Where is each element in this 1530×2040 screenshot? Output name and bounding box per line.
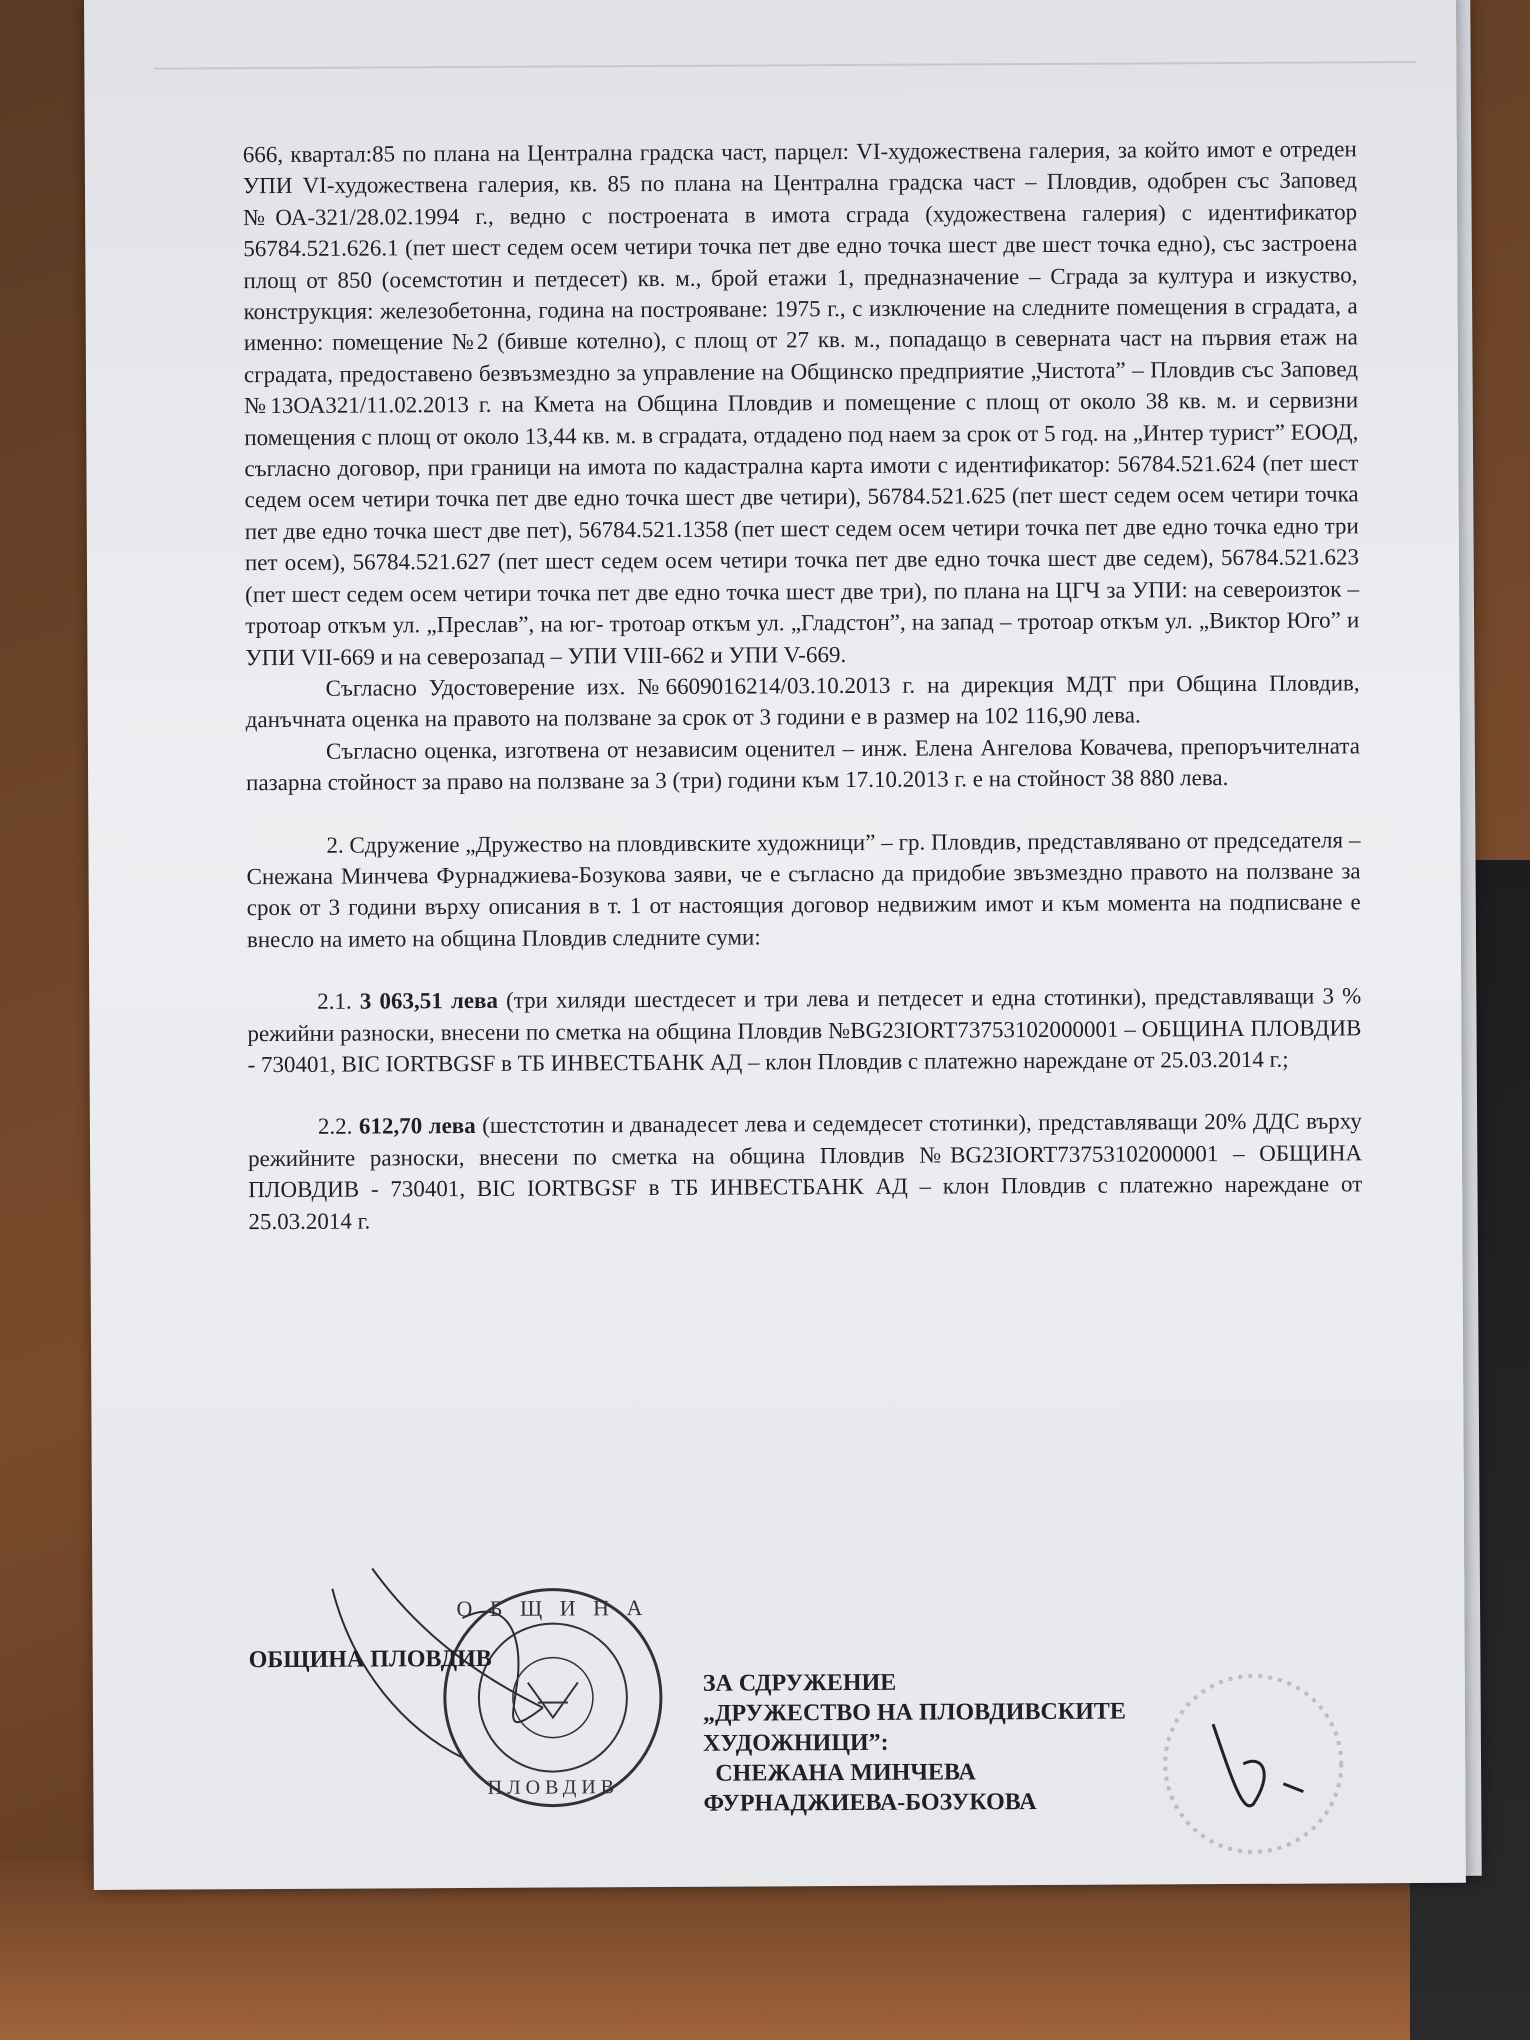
signature-block-municipality: ОБЩИНА ПЛОВДИВ [248,1645,492,1674]
document-page [84,0,1466,1890]
paragraph-property-description: 666, квартал:85 по плана на Централна градска част, парцел: VI-художествена галерия, за който имот е отреден УПИ VI-художествена галерия, кв. 85 по плана на Централна градска част – Пловдив, одобрен със Заповед №ОА-321/28.02.1994 г., ведно с построената в имота сграда (художествена галерия) с идентификатор 56784.521.626.1 (пет шест седем осем четири точка пет две едно точка шест две шест точка едно), със застроена площ от 850 (осемстотин и петдесет) кв. м., брой етажи 1, предназначение – Сграда за култура и изкуство, конструкция: железобетонна, година на построяване: 1975 г., с изключение на следните помещения в сградата, а именно: помещение №2 (бивше котелно), с площ от 27 кв. м., попадащо в северната част на първия етаж на сградата, предоставено безвъзмездно за управление на Общинско предприятие „Чистота” – Пловдив със Заповед №13ОА321/11.02.2013 г. на Кмета на Община Пловдив и помещение с площ от около 38 кв. м. и сервизни помещения с площ от около 13,44 кв. м. в сградата, отдадено под наем за срок от 5 год. на „Интер турист” ЕООД, съгласно договор, при граници на имота по кадастрална карта имоти с идентификатор: 56784.521.624 (пет шест седем осем четири точка пет две едно точка шест две четири), 56784.521.625 (пет шест седем осем четири точка пет две едно точка шест две пет), 56784.521.1358 (пет шест седем осем четири точка пет две едно точка едно три пет осем), 56784.521.627 (пет шест седем осем четири точка пет две едно точка шест две седем), 56784.521.623 (пет шест седем осем четири точка пет две едно точка шест две три), по плана на ЦГЧ за УПИ: на североизток – тротоар откъм ул. „Преслав”, на юг- тротоар откъм ул. „Гладстон”, на запад – тротоар откъм ул. „Виктор Юго” и УПИ VII-669 и на северозапад – УПИ VIII-662 и УПИ V-669. [242,136,1360,670]
clause-number: 2.1. [317,988,352,1014]
clause-number: 2.2. [317,1113,353,1140]
signature-block-association [703,1667,1127,1819]
association-stamp-and-signature [1143,1663,1364,1864]
document-body [243,133,1363,1237]
signature-line: СНЕЖАНА МИНЧЕВА [715,1759,976,1787]
paragraph-payment-2-1 [247,980,1361,1080]
svg-text:ПЛОВДИВ: ПЛОВДИВ [487,1776,620,1799]
payment-details: (три хиляди шестдесет и три лева и петдесет и една стотинки), представляващи 3 % режийни разноски, внесени по сметка на община Пловдив №BG23IORT73753102000001 – ОБЩИНА ПЛОВДИВ - 730401, BIC IORTBGSF в ТБ ИНВЕСТБАНК АД – клон Пловдив с платежно нареждане от 25.03.2014 г.; [247,983,1362,1078]
svg-text:О Б Щ И Н А: О Б Щ И Н А [456,1595,649,1622]
payment-amount: 3 063,51 лева [359,988,499,1014]
signature-line: ФУРНАДЖИЕВА-БОЗУКОВА [703,1789,1037,1817]
paragraph-market-valuation: Съгласно оценка, изготвена от независим оценител – инж. Елена Ангелова Ковачева, препоръчителната пазарна стойност за право на ползване за 3 (три) години към 17.10.2013 г. е на стойност 38 880 лева. [246,733,1360,796]
payment-details: (шестстотин и дванадесет лева и седемдесет стотинки), представляващи 20% ДДС върху режийните разноски, внесени по сметка на община Пловдив №BG23IORT73753102000001 – ОБЩИНА ПЛОВДИВ - 730401, BIC IORTBGSF в ТБ ИНВЕСТБАНК АД – клон Пловдив с платежно нареждане от 25.03.2014 г. [248,1108,1363,1234]
official-stamp-seal [432,1577,673,1818]
signature-line: ЗА СДРУЖЕНИЕ [702,1669,897,1697]
paragraph-payment-2-2 [248,1106,1363,1237]
signature-line: ХУДОЖНИЦИ”: [703,1729,889,1757]
signature-line: „ДРУЖЕСТВО НА ПЛОВДИВСКИТЕ [702,1698,1126,1727]
paragraph-tax-assessment: Съгласно Удостоверение изх. №6609016214/03.10.2013 г. на дирекция МДТ при Община Пловдив, данъчната оценка на правото на ползване за срок от 3 години е в размер на 102 116,90 лева. [245,670,1360,733]
page-fold-line [154,61,1416,70]
payment-amount: 612,70 лева [358,1113,476,1139]
paragraph-association-clause: 2. Сдружение „Дружество на пловдивските художници” – гр. Пловдив, представлявано от председателя – Снежана Минчева Фурнаджиева-Бозукова заяви, че е съгласно да придобие звъзмездно правото на ползване за срок от 3 години върху описания в т. 1 от настоящия договор недвижим имот и към момента на подписване е внесло на името на община Пловдив следните суми: [246,826,1361,952]
